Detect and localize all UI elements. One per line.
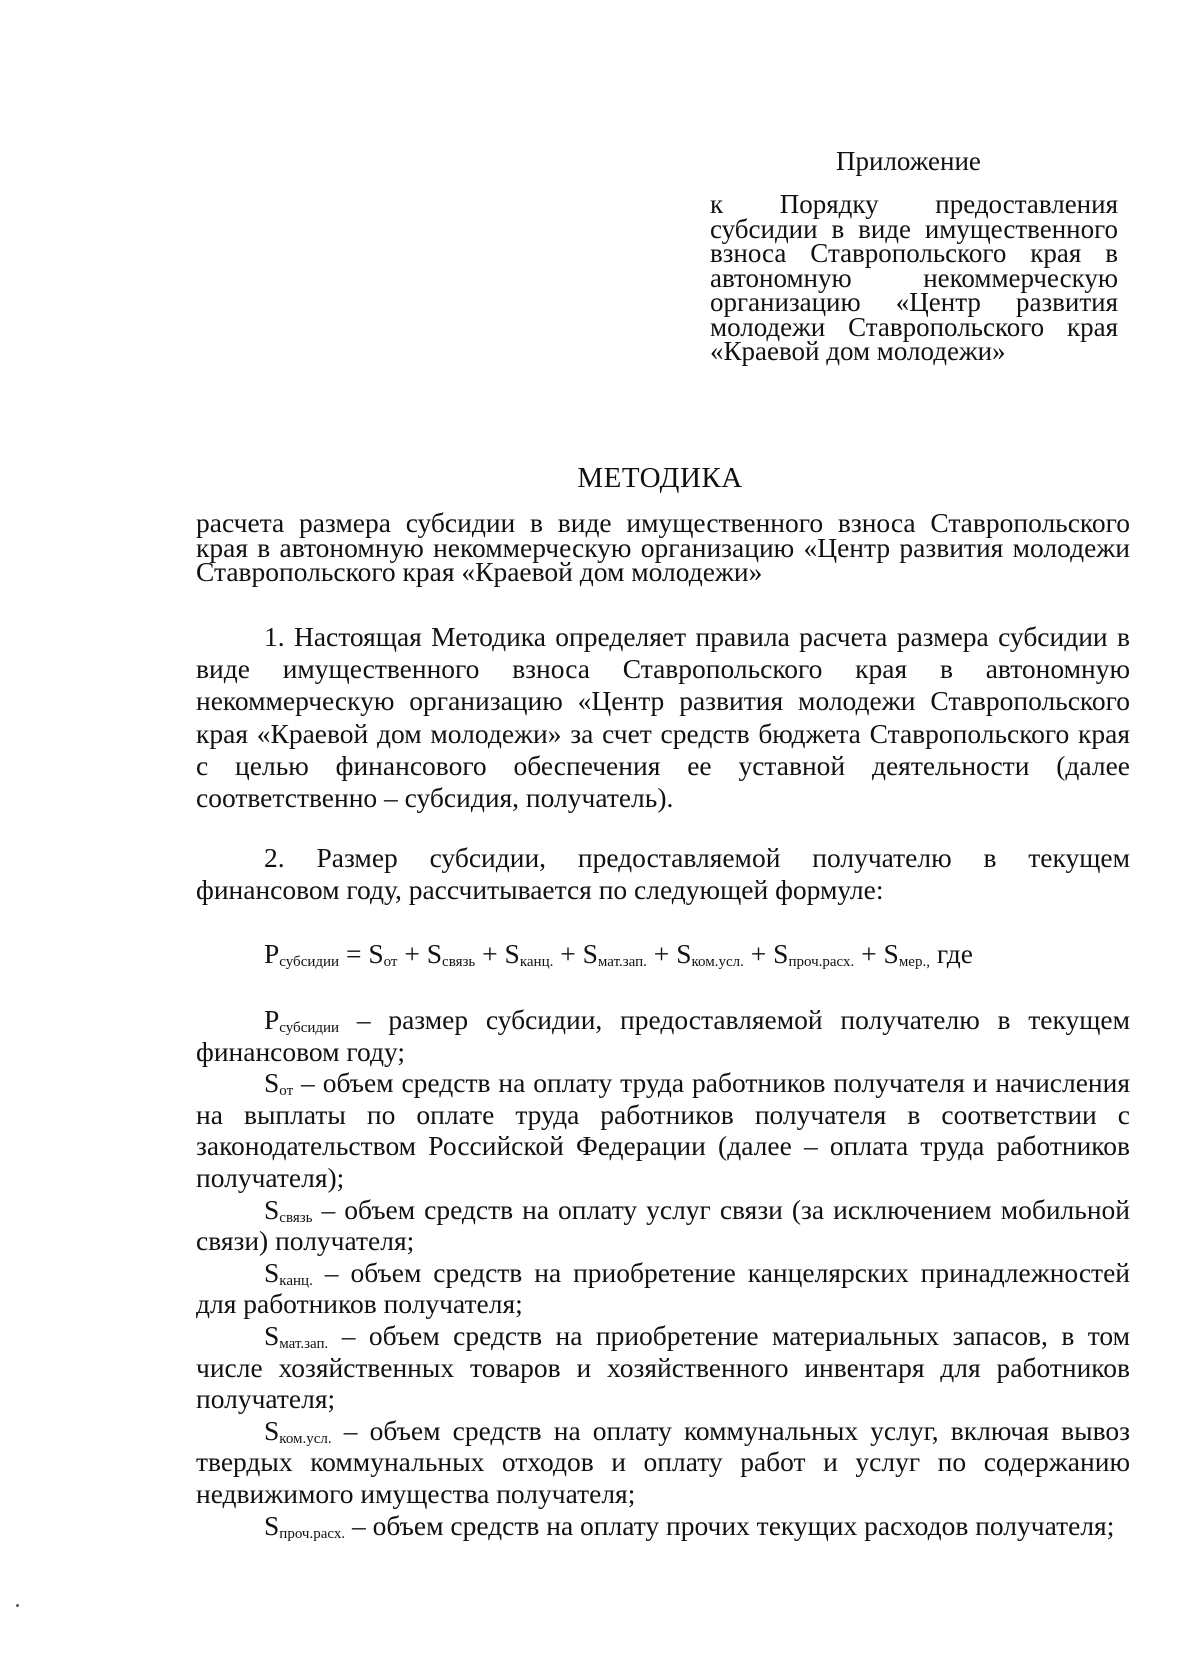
formula-terms xyxy=(368,938,930,969)
document-title: МЕТОДИКА xyxy=(577,462,743,494)
definition-item xyxy=(196,1415,1130,1510)
formula-equals: = xyxy=(339,938,369,969)
definition-item xyxy=(196,1004,1130,1067)
definition-text: – объем средств на оплату труда работников получателя и начисления на выплаты по оплате труда работников получателя в соответствии с законодательством Российской Федерации (далее – оплата труда работников получателя); xyxy=(196,1067,1130,1193)
formula-lhs-symbol: P xyxy=(264,938,280,969)
formula-lhs-subscript: субсидии xyxy=(279,954,340,970)
formula-plus: + xyxy=(475,938,505,969)
definition-symbol: P xyxy=(264,1004,280,1035)
definition-subscript: связь xyxy=(279,1209,313,1226)
definition-text: – объем средств на оплату услуг связи (за исключением мобильной связи) получателя; xyxy=(196,1193,1130,1257)
definition-subscript: канц. xyxy=(279,1272,313,1289)
definition-item xyxy=(196,1257,1130,1320)
formula-definitions xyxy=(196,1004,1130,1541)
formula-term-symbol: S xyxy=(426,938,443,969)
definition-symbol: S xyxy=(264,1414,280,1446)
subsidy-formula xyxy=(264,938,973,970)
formula-term-subscript: мер., xyxy=(898,954,930,970)
formula-term-symbol: S xyxy=(883,938,899,969)
formula-term-subscript: проч.расх. xyxy=(788,954,855,970)
paragraph-2-text: 2. Размер субсидии, предоставляемой получателю в текущем финансовом году, рассчитывается по следующей формуле: xyxy=(196,842,1130,906)
formula-term-symbol: S xyxy=(582,938,598,969)
document-subtitle: расчета размера субсидии в виде имущественного взноса Ставропольского края в автономную некоммерческую организацию «Центр развития молодежи Ставропольского края «Краевой дом молодежи» xyxy=(196,507,1130,587)
definition-subscript: ком.усл. xyxy=(279,1430,332,1447)
formula-term-subscript: от xyxy=(383,954,398,970)
formula-term-subscript: ком.усл. xyxy=(691,954,744,970)
definition-text: – объем средств на оплату прочих текущих расходов получателя; xyxy=(345,1509,1115,1541)
definition-subscript: мат.зап. xyxy=(279,1335,329,1352)
definition-text: – размер субсидии, предоставляемой получателю в текущем финансовом году; xyxy=(196,1004,1130,1067)
definition-symbol: S xyxy=(264,1509,280,1541)
definition-text: – объем средств на приобретение канцелярских принадлежностей для работников получателя; xyxy=(196,1256,1130,1320)
formula-plus: + xyxy=(854,938,884,969)
definition-item xyxy=(196,1067,1130,1193)
definition-item xyxy=(196,1320,1130,1415)
definition-subscript: субсидии xyxy=(279,1020,340,1036)
definition-item xyxy=(196,1510,1130,1542)
definition-symbol: S xyxy=(264,1193,280,1225)
paragraph-1-text: 1. Настоящая Методика определяет правила расчета размера субсидии в виде имущественного взноса Ставропольского края в автономную некоммерческую организацию «Центр развития молодежи Ставропольского края «Краевой дом молодежи» за счет средств бюджета Ставропольского края с целью финансового обеспечения ее уставной деятельности (далее соответственно – субсидия, получатель). xyxy=(196,621,1130,814)
formula-plus: + xyxy=(646,938,677,969)
definition-item xyxy=(196,1194,1130,1257)
definition-subscript: от xyxy=(279,1083,294,1100)
formula-plus: + xyxy=(743,938,774,969)
appendix-title: Приложение xyxy=(836,146,981,176)
formula-term-symbol: S xyxy=(504,938,520,969)
definition-subscript: проч.расх. xyxy=(279,1525,346,1542)
formula-plus: + xyxy=(397,938,427,969)
formula-term-subscript: мат.зап. xyxy=(597,954,647,970)
formula-term-symbol: S xyxy=(368,938,384,969)
appendix-reference: к Порядку предоставления субсидии в виде имущественного взноса Ставропольского края в автономную некоммерческую организацию «Центр развития молодежи Ставропольского края «Краевой дом молодежи» xyxy=(710,189,1118,366)
formula-plus: + xyxy=(553,938,583,969)
paragraph-1 xyxy=(196,621,1130,814)
formula-term-subscript: связь xyxy=(442,954,476,970)
definition-symbol: S xyxy=(264,1319,280,1351)
formula-term-symbol: S xyxy=(773,938,789,969)
formula-term-subscript: канц. xyxy=(519,954,554,970)
scan-artifact xyxy=(16,1604,19,1607)
paragraph-2 xyxy=(196,842,1130,906)
definition-symbol: S xyxy=(264,1067,280,1099)
definition-text: – объем средств на приобретение материальных запасов, в том числе хозяйственных товаров и хозяйственного инвентаря для работников получателя; xyxy=(196,1319,1130,1415)
definition-text: – объем средств на оплату коммунальных услуг, включая вывоз твердых коммунальных отходов и оплату работ и услуг по содержанию недвижимого имущества получателя; xyxy=(196,1414,1130,1509)
formula-term-symbol: S xyxy=(676,938,692,969)
formula-tail: где xyxy=(929,938,973,969)
definition-symbol: S xyxy=(264,1256,280,1288)
